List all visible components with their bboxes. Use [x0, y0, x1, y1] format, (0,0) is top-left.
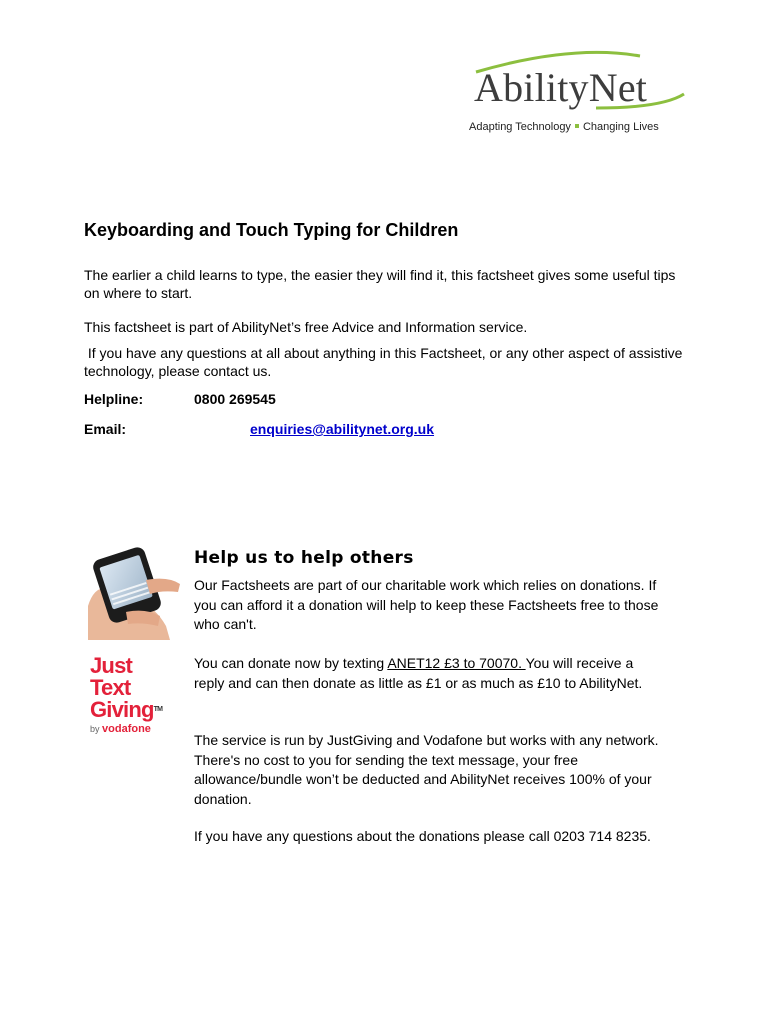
just-text-giving-logo: [90, 655, 180, 737]
jtg-byline: [90, 723, 180, 735]
tagline-right: Changing Lives: [582, 121, 659, 133]
helpline-number: 0800 269545: [194, 391, 276, 407]
vodafone-brand: vodafone: [102, 723, 151, 735]
contact-paragraph: If you have any questions at all about anything in this Factsheet, or any other aspect of assistive technology, please contact us.: [84, 345, 687, 379]
page-title: Keyboarding and Touch Typing for Children: [84, 220, 459, 240]
donate-paragraph-2: [194, 654, 664, 693]
service-paragraph: This factsheet is part of AbilityNet’s free Advice and Information service.: [84, 319, 528, 335]
tagline-dot: [575, 124, 579, 128]
jtg-trademark: TM: [153, 706, 163, 713]
helpline-label: Helpline:: [84, 391, 144, 407]
logo-tagline: [469, 121, 659, 133]
email-label: Email:: [84, 421, 127, 437]
jtg-line-2: Text: [90, 675, 131, 700]
jtg-line-1: Just: [90, 653, 133, 678]
jtg-by-text: by: [90, 724, 100, 734]
donate-text-code: ANET12 £3 to 70070.: [387, 655, 526, 671]
logo-wordmark: AbilityNet: [474, 65, 648, 110]
donate-text-post: You will receive a reply and can then donate as little as £1 or as much as £10 to AbilityNet.: [194, 655, 643, 691]
donate-text-pre: You can donate now by texting: [194, 655, 388, 671]
tagline-left: Adapting Technology: [469, 121, 571, 133]
email-link[interactable]: enquiries@abilitynet.org.uk: [250, 421, 435, 437]
hand-holding-phone-icon: [86, 546, 182, 640]
jtg-line-3-text: Giving: [90, 697, 154, 722]
donate-heading: Help us to help others: [194, 548, 414, 568]
donate-paragraph-4: If you have any questions about the donations please call 0203 714 8235.: [194, 828, 651, 844]
intro-paragraph: The earlier a child learns to type, the easier they will find it, this factsheet gives some useful tips on where to start.: [84, 267, 676, 301]
donate-paragraph-1: Our Factsheets are part of our charitable work which relies on donations. If you can afford it a donation will help to keep these Factsheets free to those who can't.: [194, 577, 659, 632]
abilitynet-logo: [462, 50, 702, 140]
donate-paragraph-3: The service is run by JustGiving and Vodafone but works with any network. There's no cost to you for sending the text message, your free allowance/bundle won’t be deducted and AbilityNet receives 100% of your donation.: [194, 732, 659, 807]
jtg-line-3: [90, 699, 180, 721]
